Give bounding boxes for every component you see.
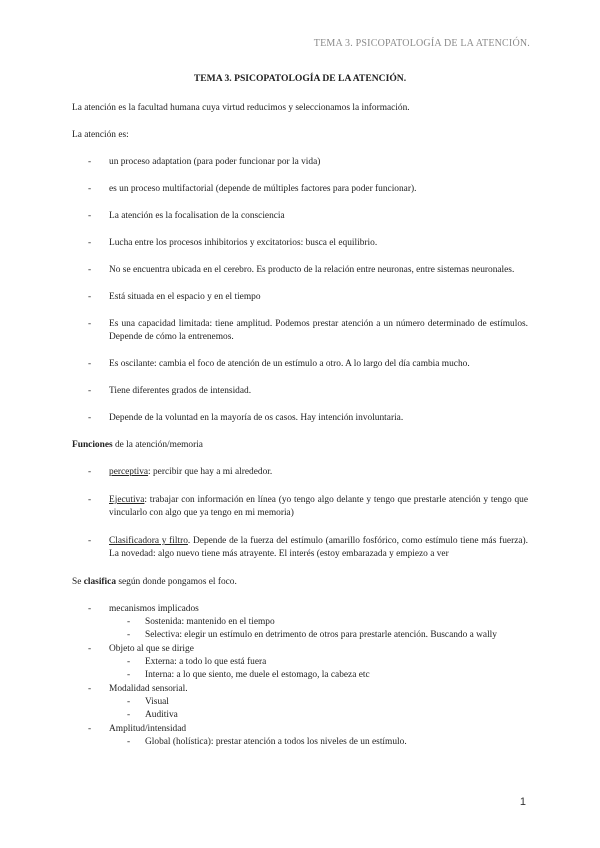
classification-bold: clasifica xyxy=(83,577,117,587)
list-item: - La atención es la focalisation de la consciencia xyxy=(72,210,528,223)
functions-heading xyxy=(72,439,528,452)
list-item: - Está situada en el espacio y en el tiempo xyxy=(72,291,528,304)
function-term: Clasificadora y filtro xyxy=(109,536,188,546)
sub-item: - Global (holística): prestar atención a todos los niveles de un estímulo. xyxy=(109,736,528,749)
list-item xyxy=(72,535,528,561)
list-item: - Tiene diferentes grados de intensidad. xyxy=(72,385,528,398)
sub-list xyxy=(109,656,528,682)
sub-item: - Interna: a lo que siento, me duele el estomago, la cabeza etc xyxy=(109,669,528,682)
list-item xyxy=(72,683,528,722)
sub-list xyxy=(109,736,528,749)
list-item: - No se encuentra ubicada en el cerebro. Es producto de la relación entre neuronas, entre sistemas neuronales. xyxy=(72,264,528,277)
functions-heading-bold: Funciones xyxy=(72,440,113,450)
sub-item: - Auditiva xyxy=(109,709,528,722)
classification-heading xyxy=(72,576,528,589)
function-text: : percibir que hay a mi alrededor. xyxy=(148,467,273,477)
list-item: - un proceso adaptation (para poder funcionar por la vida) xyxy=(72,156,528,169)
sub-item: - Selectiva: elegir un estímulo en detrimento de otros para prestarle atención. Buscando a wally xyxy=(109,629,528,642)
page-number: 1 xyxy=(519,796,526,808)
document-body xyxy=(72,72,528,750)
classification-pre: Se xyxy=(72,577,84,587)
classification-list xyxy=(72,603,528,749)
list-item: - es un proceso multifactorial (depende de múltiples factores para poder funcionar). xyxy=(72,183,528,196)
group-label: Amplitud/intensidad xyxy=(109,724,187,734)
group-label: mecanismos implicados xyxy=(109,604,199,614)
group-label: Objeto al que se dirige xyxy=(109,644,194,654)
list-item xyxy=(72,643,528,682)
list-item xyxy=(72,466,528,479)
intro-paragraph: La atención es la facultad humana cuya virtud reducimos y seleccionamos la información. xyxy=(72,103,410,113)
list-item: - Es oscilante: cambia el foco de atención de un estímulo a otro. A lo largo del día cambia mucho. xyxy=(72,358,528,371)
lead-paragraph: La atención es: xyxy=(72,130,129,140)
list-item: - Depende de la voluntad en la mayoría de os casos. Hay intención involuntaria. xyxy=(72,412,528,425)
sub-item: - Visual xyxy=(109,696,528,709)
list-item xyxy=(72,723,528,749)
sub-item: - Externa: a todo lo que está fuera xyxy=(109,656,528,669)
classification-post: según donde pongamos el foco. xyxy=(116,577,237,587)
functions-list xyxy=(72,466,528,561)
sub-list xyxy=(109,696,528,722)
sub-list xyxy=(109,616,528,642)
function-text: . Depende de la fuerza del estímulo (amarillo fosfórico, como estímulo tiene más fuerza). La novedad: algo nuevo tiene más atrayente. El interés (estoy embarazada y empiezo a ver xyxy=(109,536,528,559)
list-item xyxy=(72,494,528,520)
group-label: Modalidad sensorial. xyxy=(109,684,188,694)
function-text: : trabajar con información en línea (yo tengo algo delante y tengo que prestarle atención y tengo que vincularlo con algo que ya tengo en mi memoria) xyxy=(109,495,528,518)
sub-item: - Sostenida: mantenido en el tiempo xyxy=(109,616,528,629)
list-item: - Es una capacidad limitada: tiene amplitud. Podemos prestar atención a un número determinado de estímulos. Depende de cómo la entrenemos. xyxy=(72,318,528,344)
function-term: Ejecutiva xyxy=(109,495,145,505)
list-item xyxy=(72,603,528,642)
function-term: perceptiva xyxy=(109,467,149,477)
functions-heading-rest: de la atención/memoria xyxy=(112,440,203,450)
running-header: TEMA 3. PSICOPATOLOGÍA DE LA ATENCIÓN. xyxy=(313,38,530,49)
characteristics-list xyxy=(72,156,528,425)
document-title: TEMA 3. PSICOPATOLOGÍA DE LA ATENCIÓN. xyxy=(193,73,407,84)
list-item: - Lucha entre los procesos inhibitorios y excitatorios: busca el equilibrio. xyxy=(72,237,528,250)
